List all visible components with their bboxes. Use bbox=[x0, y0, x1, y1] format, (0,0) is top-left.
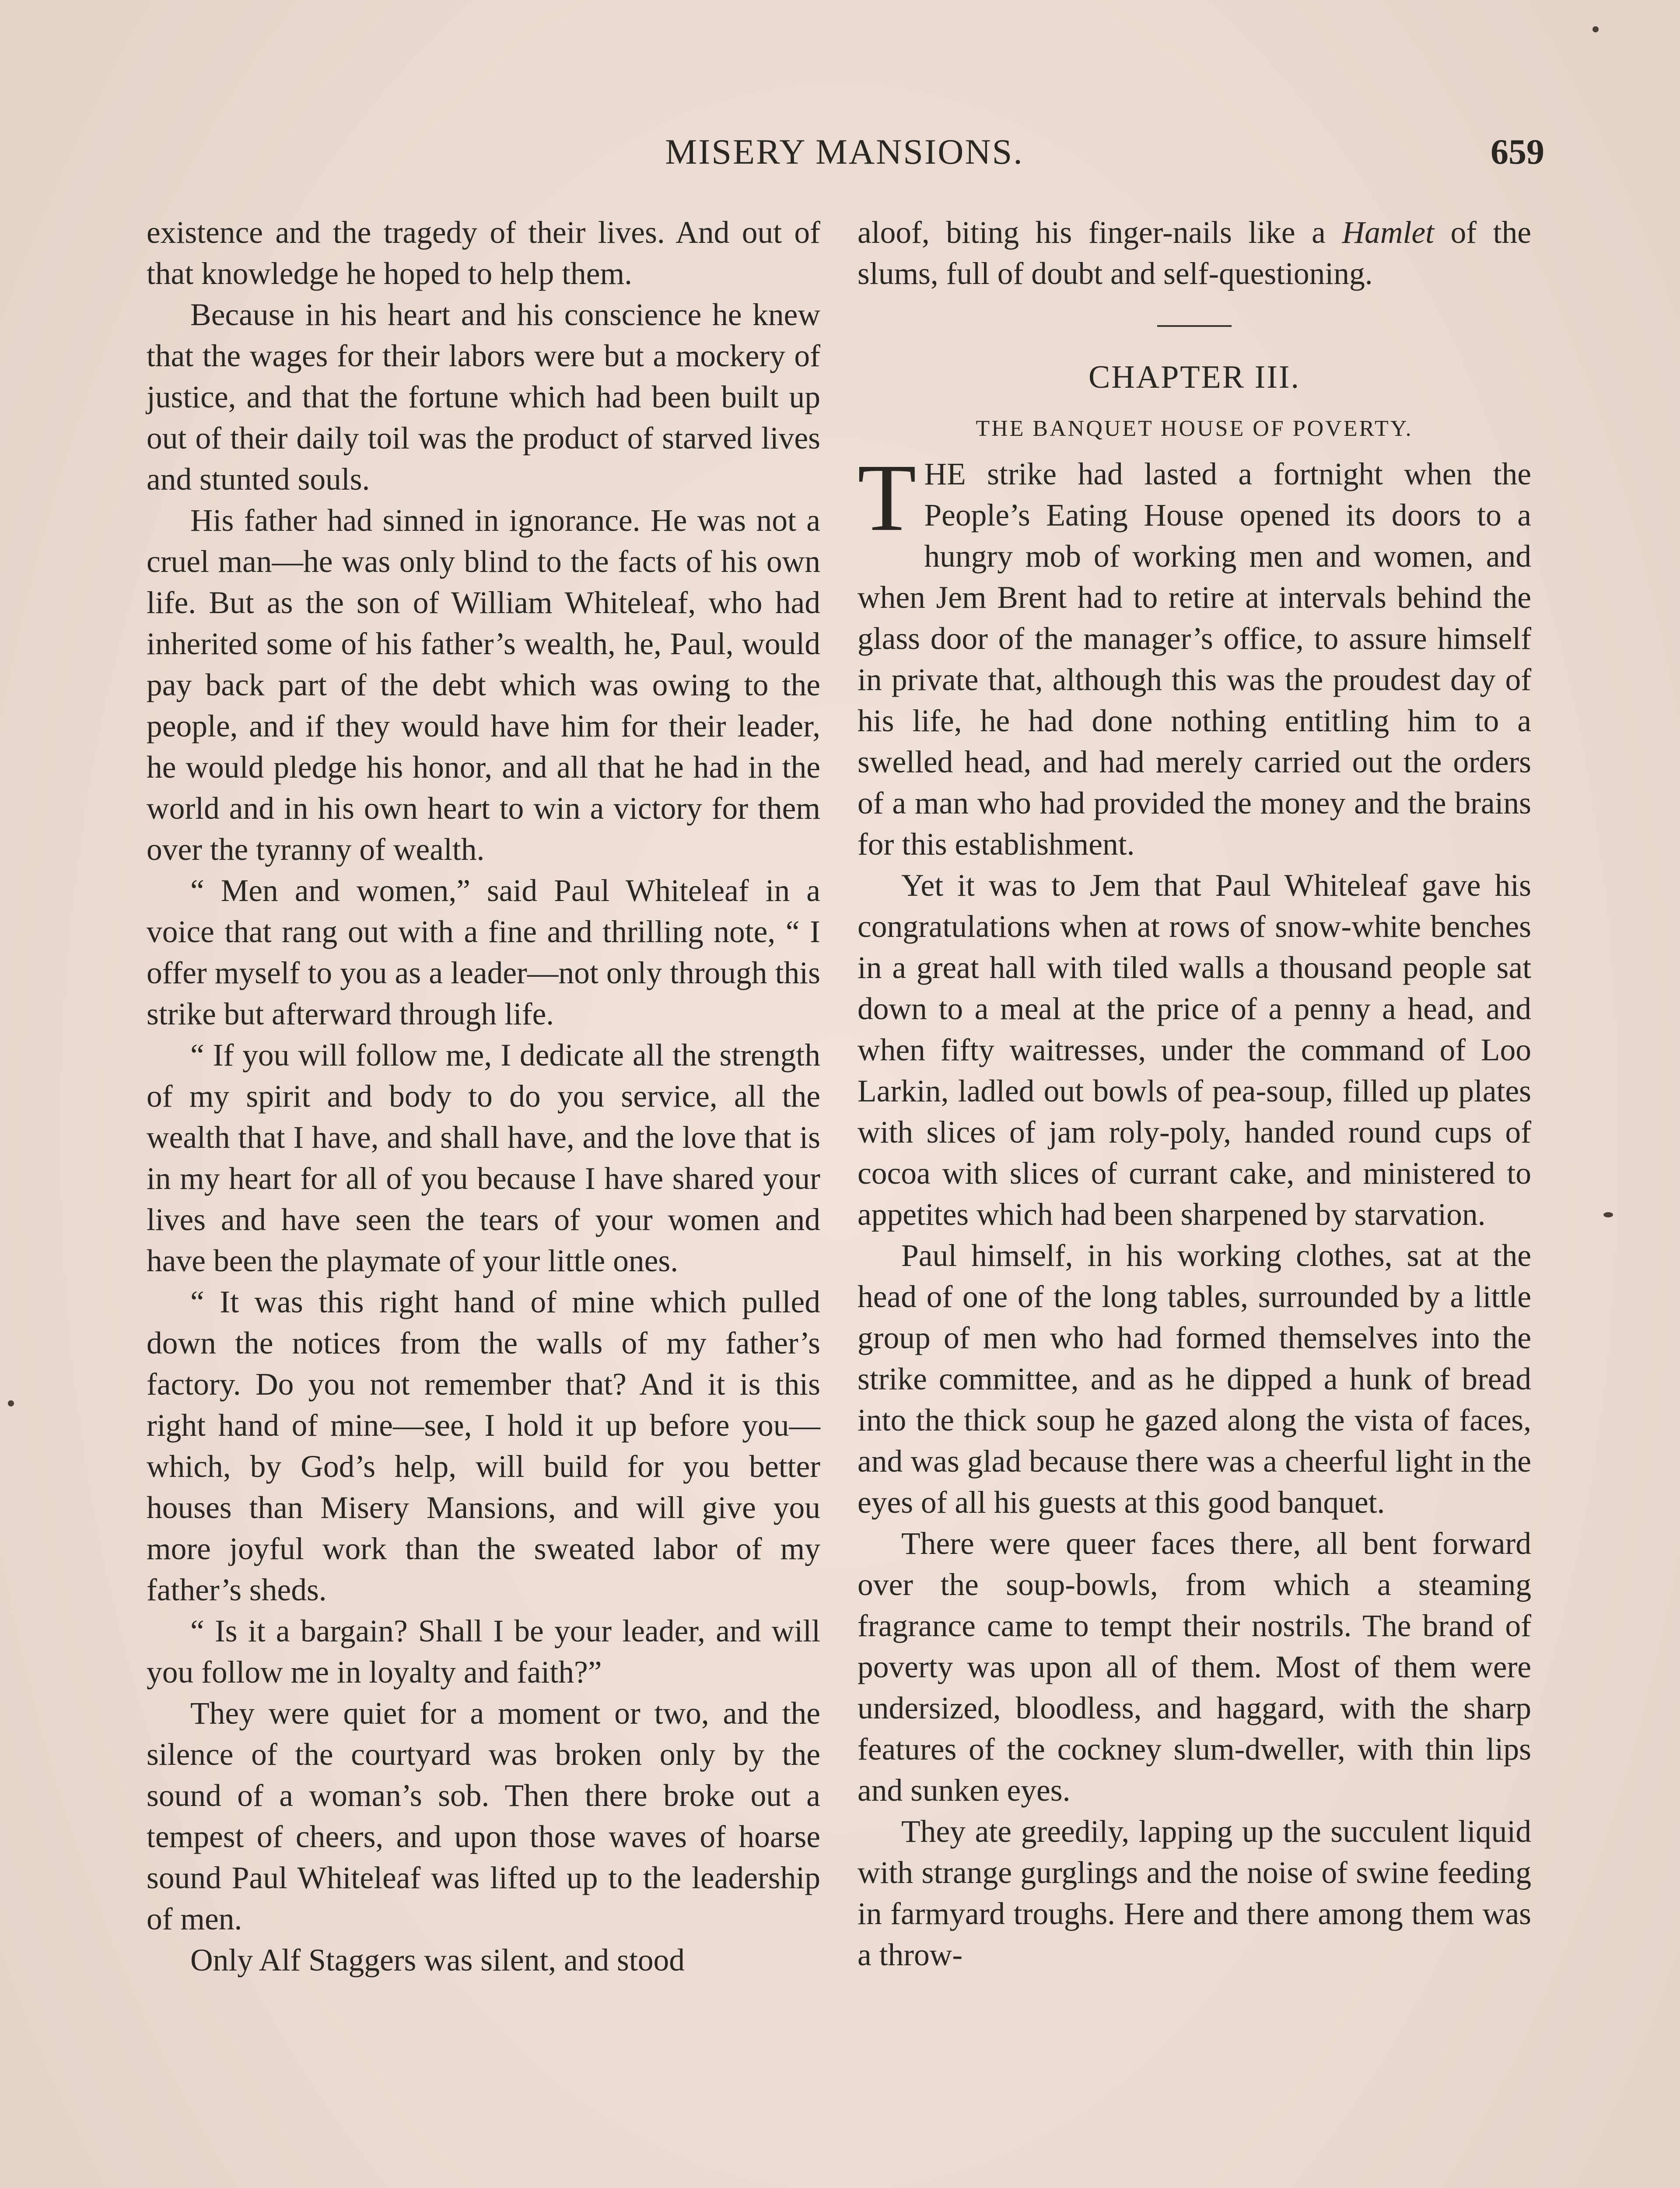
page-number: 659 bbox=[1491, 132, 1544, 172]
opening-rest: of the slums, full of doubt and self-questioning. bbox=[858, 215, 1532, 291]
print-speck bbox=[1603, 1212, 1613, 1217]
first-paragraph-text: HE strike had lasted a fortnight when the People’s Eating House opened its doors to a hungry mob of working men and women, and when Jem Brent had to retire at intervals behind the glass door of the manager’s office, to assure himself in private that, although this was the proudest day of his life, he had done nothing entitling him to a swelled head, and had merely carried out the orders of a man who had provided the money and the brains for this establishment. bbox=[858, 457, 1531, 862]
hamlet-italic: Hamlet bbox=[1342, 215, 1434, 250]
drop-cap: T bbox=[858, 444, 917, 551]
chapter-subtitle: THE BANQUET HOUSE OF POVERTY. bbox=[976, 416, 1413, 441]
paragraph: “ It was this right hand of mine which pulled down the notices from the walls of my father’s factory. Do you not remember that? And it is this right hand of mine—see, I hold it up before you—which, by God’s help, will build for you better houses than Misery Mansions, and will give you more joyful work than the sweated labor of my father’s sheds. bbox=[147, 1285, 820, 1607]
paragraph: Only Alf Staggers was silent, and stood bbox=[190, 1943, 685, 1978]
paragraph-continued bbox=[858, 212, 1531, 295]
running-title: MISERY MANSIONS. bbox=[665, 132, 1024, 172]
chapter-first-paragraph bbox=[858, 444, 1531, 865]
running-head bbox=[144, 131, 1544, 179]
paragraph: “ Is it a bargain? Shall I be your leader, and will you follow me in loyalty and faith?” bbox=[147, 1614, 820, 1690]
print-speck bbox=[1592, 26, 1599, 32]
chapter-heading: CHAPTER III. bbox=[1088, 359, 1301, 395]
section-divider bbox=[1157, 325, 1232, 327]
paragraph: They were quiet for a moment or two, and the silence of the courtyard was broken only by the sound of a woman’s sob. Then there broke out a tempest of cheers, and upon those waves of hoarse sound Paul Whiteleaf was lifted up to the leadership of men. bbox=[147, 1696, 820, 1936]
opening-text: aloof, biting his finger-nails like a bbox=[858, 215, 1326, 250]
paragraph: existence and the tragedy of their lives. And out of that knowledge he hoped to help them. bbox=[147, 215, 820, 291]
paragraph: They ate greedily, lapping up the succulent liquid with strange gurglings and the noise of swine feeding in farmyard troughs. Here and there among them was a throw- bbox=[858, 1814, 1531, 1972]
paragraph: There were queer faces there, all bent forward over the soup-bowls, from which a steaming fragrance came to tempt their nostrils. The brand of poverty was upon all of them. Most of them were undersized, bloodless, and haggard, with the sharp features of the cockney slum-dweller, with thin lips and sunken eyes. bbox=[858, 1526, 1531, 1808]
paragraph: Because in his heart and his conscience he knew that the wages for their labors were but a mockery of justice, and that the fortune which had been built up out of their daily toil was the product of starved lives and stunted souls. bbox=[147, 298, 820, 497]
print-speck bbox=[8, 1400, 14, 1406]
left-column bbox=[147, 212, 820, 1981]
paragraph: His father had sinned in ignorance. He was not a cruel man—he was only blind to the facts of his own life. But as the son of William Whiteleaf, who had inherited some of his father’s wealth, he, Paul, would pay back part of the debt which was owing to the people, and if they would have him for their leader, he would pledge his honor, and all that he had in the world and in his own heart to win a victory for them over the tyranny of wealth. bbox=[147, 503, 820, 867]
paragraph: “ If you will follow me, I dedicate all the strength of my spirit and body to do you service, all the wealth that I have, and shall have, and the love that is in my heart for all of you because I have shared your lives and have seen the tears of your women and have been the playmate of your little ones. bbox=[147, 1038, 820, 1278]
right-column bbox=[858, 212, 1531, 1976]
paragraph: “ Men and women,” said Paul Whiteleaf in a voice that rang out with a fine and thrilling note, “ I offer myself to you as a leader—not only through this strike but afterward through life. bbox=[147, 873, 820, 1031]
paragraph: Paul himself, in his working clothes, sat at the head of one of the long tables, surrounded by a little group of men who had formed themselves into the strike committee, and as he dipped a hunk of bread into the thick soup he gazed along the vista of faces, and was glad because there was a cheerful light in the eyes of all his guests at this good banquet. bbox=[858, 1238, 1531, 1520]
paragraph: Yet it was to Jem that Paul Whiteleaf gave his congratulations when at rows of snow-white benches in a great hall with tiled walls a thousand people sat down to a meal at the price of a penny a head, and when fifty waitresses, under the command of Loo Larkin, ladled out bowls of pea-soup, filled up plates with slices of jam roly-poly, handed round cups of cocoa with slices of currant cake, and ministered to appetites which had been sharpened by starvation. bbox=[858, 868, 1531, 1232]
